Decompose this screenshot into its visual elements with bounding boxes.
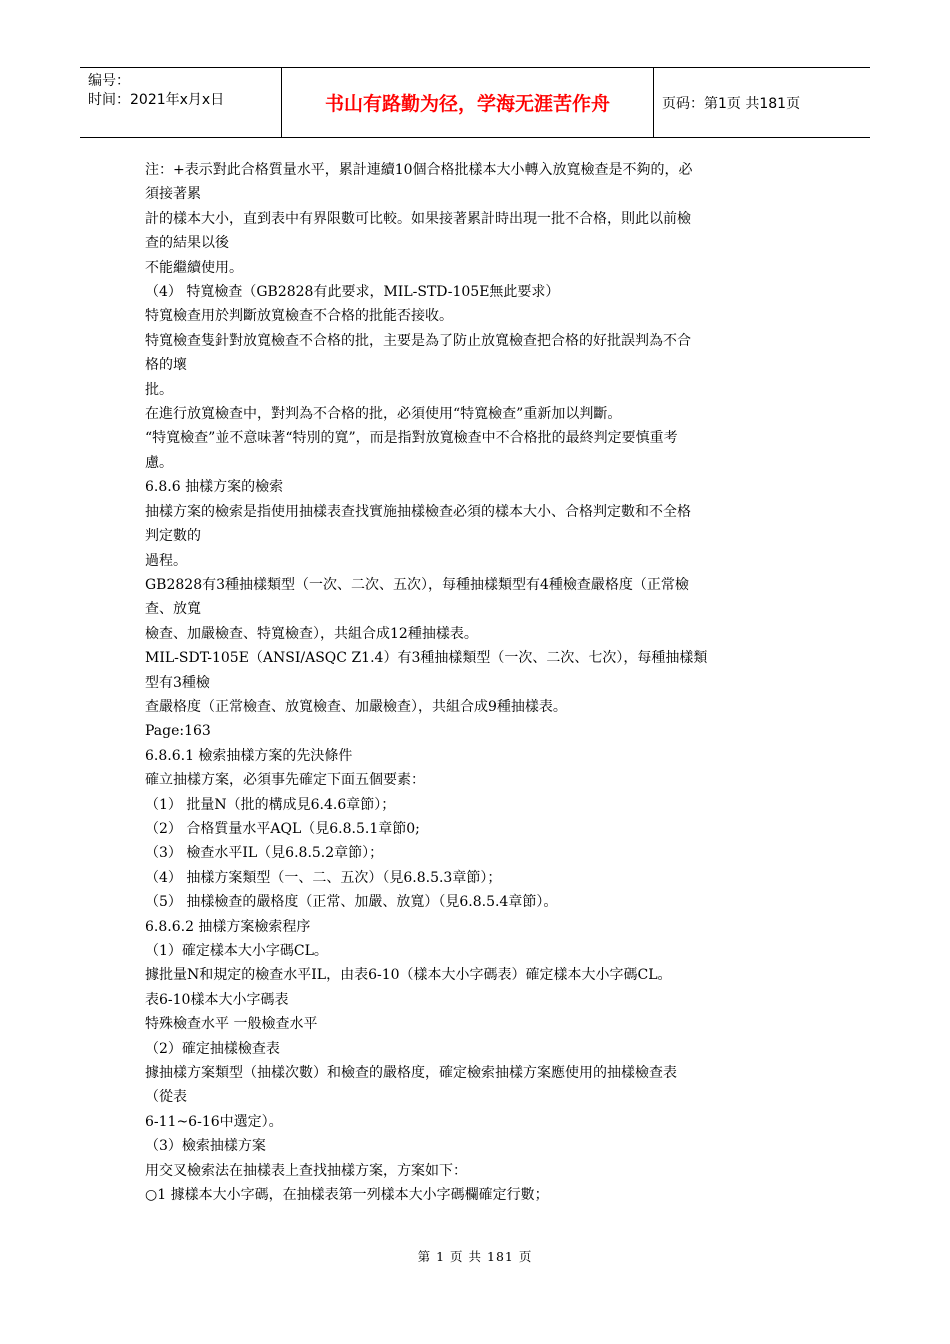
text-line: 注：+表示對此合格質量水平，累計連續10個合格批樣本大小轉入放寬檢查是不夠的，必 — [145, 162, 693, 178]
text-line: 計的樣本大小，直到表中有界限數可比較。如果接著累計時出現一批不合格，則此以前檢 — [145, 210, 691, 227]
text-line: 據批量N和規定的檢查水平IL，由表6-10（樣本大小字碼表）確定樣本大小字碼CL。 — [145, 967, 672, 984]
text-line: 查嚴格度（正常檢查、放寬檢查、加嚴檢查），共組合成9種抽樣表。 — [145, 698, 567, 715]
text-line: 查的結果以後 — [145, 235, 229, 252]
header-motto-cell — [282, 68, 654, 137]
text-line: 須接著累 — [145, 186, 201, 203]
text-line: （5） 抽樣檢查的嚴格度（正常、加嚴、放寬）（見6.8.5.4章節）。 — [145, 894, 558, 911]
code-label: 编号： — [88, 73, 130, 89]
text-line: 不能繼續使用。 — [145, 259, 243, 276]
text-line: 6-11~6-16中選定）。 — [145, 1113, 283, 1130]
document-body — [145, 158, 810, 1207]
text-line: 查、放寬 — [145, 601, 201, 618]
text-line: （2） 合格質量水平AQL（見6.8.5.1章節0; — [145, 820, 420, 837]
text-line: （3） 檢查水平IL（見6.8.5.2章節）； — [145, 845, 384, 862]
text-line: 6.8.6.2 抽樣方案檢索程序 — [145, 918, 311, 935]
text-line: （1）確定樣本大小字碼CL。 — [145, 943, 328, 959]
header-meta-cell — [80, 68, 282, 137]
text-line: （3）檢索抽樣方案 — [145, 1138, 266, 1155]
text-line: （從表 — [145, 1089, 187, 1106]
text-line: 特寬檢查用於判斷放寬檢查不合格的批能否接收。 — [145, 308, 453, 325]
text-line: 格的壞 — [145, 357, 187, 374]
text-line: “特寬檢查”並不意味著“特別的寬”，而是指對放寬檢查中不合格批的最終判定要慎重考 — [145, 430, 678, 447]
text-line: 抽樣方案的檢索是指使用抽樣表查找實施抽樣檢查必須的樣本大小、合格判定數和不全格 — [145, 503, 691, 520]
date-label: 时间：2021年x月x日 — [88, 92, 225, 108]
text-line: 據抽樣方案類型（抽樣次數）和檢查的嚴格度，確定檢索抽樣方案應使用的抽樣檢查表 — [145, 1065, 677, 1082]
text-line: 檢查、加嚴檢查、特寬檢查），共組合成12種抽樣表。 — [145, 625, 478, 642]
page-number-label: 页码：第1页 共181页 — [662, 95, 801, 112]
text-line: Page:163 — [145, 723, 211, 740]
text-line: （2）確定抽樣檢查表 — [145, 1040, 280, 1057]
motto-text: 书山有路勤为径，学海无涯苦作舟 — [324, 93, 610, 115]
text-line: 特殊檢查水平 一般檢查水平 — [145, 1016, 318, 1033]
text-line: 型有3種檢 — [145, 674, 210, 691]
text-line: 在進行放寬檢查中，對判為不合格的批，必須使用“特寬檢查”重新加以判斷。 — [145, 406, 622, 423]
text-line: 確立抽樣方案，必須事先確定下面五個要素： — [145, 772, 425, 789]
text-line: 6.8.6.1 檢索抽樣方案的先決條件 — [145, 747, 353, 764]
text-line: 特寬檢查隻針對放寬檢查不合格的批，主要是為了防止放寬檢查把合格的好批誤判為不合 — [145, 332, 691, 349]
text-line: ○1 據樣本大小字碼，在抽樣表第一列樣本大小字碼欄確定行數； — [145, 1187, 549, 1204]
text-line: 表6-10樣本大小字碼表 — [145, 991, 289, 1008]
text-line: （4） 抽樣方案類型（一、二、五次）（見6.8.5.3章節）； — [145, 869, 502, 886]
text-line: （4） 特寬檢查（GB2828有此要求，MIL-STD-105E無此要求） — [145, 284, 560, 301]
page-footer: 第 1 页 共 181 页 — [417, 1249, 533, 1264]
text-line: 慮。 — [145, 454, 173, 471]
text-line: 批。 — [145, 381, 173, 398]
text-line: 過程。 — [145, 552, 187, 569]
text-line: 用交叉檢索法在抽樣表上查找抽樣方案，方案如下： — [145, 1162, 467, 1179]
text-line: GB2828有3種抽樣類型（一次、二次、五次），每種抽樣類型有4種檢查嚴格度（正常檢 — [145, 576, 689, 593]
header-page-cell — [654, 68, 870, 137]
text-line: 6.8.6 抽樣方案的檢索 — [145, 479, 284, 496]
text-line: （1） 批量N（批的構成見6.4.6章節）； — [145, 796, 396, 813]
text-line: MIL-SDT-105E（ANSI/ASQC Z1.4）有3種抽樣類型（一次、二次、七次），每種抽樣類 — [145, 650, 708, 667]
text-line: 判定數的 — [145, 528, 201, 545]
page-header — [80, 67, 870, 138]
